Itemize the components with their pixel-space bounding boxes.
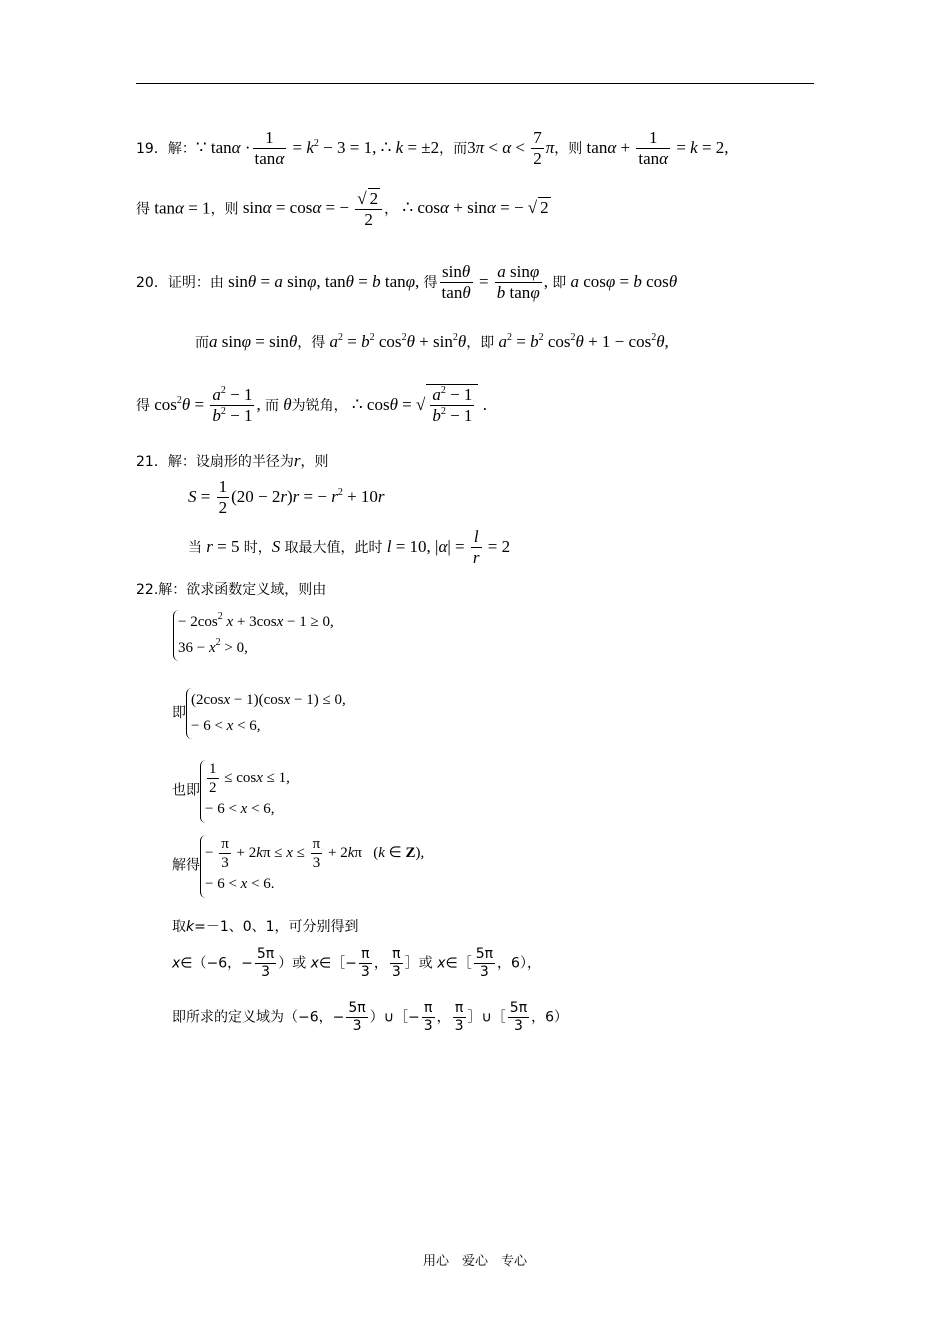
take-rest: =－1、0、1，可分别得到 — [194, 919, 359, 935]
problem-19-text-de: 得 — [136, 201, 150, 218]
problem-21-formula: S = $\frac{1}{2}$ (20 − 2r)r = − $r^2 + 10r$ — [188, 477, 385, 518]
or-2: 或 — [418, 955, 433, 972]
problem-20-line-3: 得 $\cos^2\theta$ = $\frac{a^2 - 1}{b^2 - 1}$ , 而 θ为锐角， ∴ cosθ = √ $\frac{a^2 - 1}{b^2 - 1}$ . — [136, 385, 487, 426]
system-4: 解得 − $\frac{\pi}{3}$ + 2kπ ≤ x ≤ $\frac{\pi}{3}$ + 2kπ (k ∈ Z), − 6 < x < 6. — [172, 835, 424, 898]
problem-21-dang: 当 — [188, 539, 202, 556]
system-4-jiede: 解得 — [172, 857, 200, 874]
problem-21-qu: 取最大值，此时 — [284, 539, 383, 556]
problem-21-label: 21．解：设扇形的半径为 — [136, 454, 294, 470]
problem-20-label: 20．证明：由 — [136, 274, 224, 291]
take-lead: 取 — [172, 919, 186, 935]
problem-22-intervals: x∈（−6，− $\frac{5\pi}{3}$ ）或 x∈［− $\frac{\pi}{3}$ ， $\frac{\pi}{3}$ ］或 x∈［ $\frac{5\pi}{3}$ ，6）， — [172, 946, 541, 980]
problem-20-acute: 为锐角， — [291, 397, 348, 414]
problem-21-ze: ，则 — [300, 454, 329, 470]
problem-19-line-2: 得 tanα = 1，则 sinα = cosα = − $\frac{√ 2}{2}$ ， ∴ cosα + sinα = − √ 2 — [136, 189, 549, 230]
problem-20-ji: 即 — [552, 274, 567, 291]
problem-21-shi: 时， — [243, 539, 272, 556]
problem-20-line-2: 而a sinφ = sinθ，得 $a^2 = b^2$ $\cos^2\theta + \sin^2\theta$，即 $a^2 = b^2$ $\cos^2\theta + 1 - \cos^2\theta$, — [195, 332, 669, 351]
system-3-yeji: 也即 — [172, 782, 200, 799]
header-rule — [136, 83, 814, 84]
system-1: − $2\cos^2$ x + 3cosx − 1 ≥ 0, $36 - x^2 > 0$, — [173, 610, 334, 661]
problem-20-de3: 得 — [136, 397, 150, 414]
problem-19-text-ze: ，则 — [554, 140, 583, 157]
problem-19-sep: ， — [384, 201, 399, 218]
problem-20-er2: 而 — [264, 397, 279, 414]
problem-19-line-1: 19．解：∵ tanα · $\frac{1}{\tan\alpha}$ = $k^2 - 3 = 1$, ∴ k = ±2，而3π < α < $\frac{7}{2}$ π，则 tanα + $\frac{1}{\tan\alpha}$ = k = 2, — [136, 128, 729, 169]
problem-21-line-3: 当 r = 5 时，S 取最大值，此时 l = 10, |α| = $\frac{l}{r}$ = 2 — [188, 527, 511, 568]
problem-22-label: 22.解：欲求函数定义域，则由 — [136, 582, 327, 598]
problem-19-label: 19．解： — [136, 140, 196, 157]
problem-22-final: 即所求的定义域为（−6，− $\frac{5\pi}{3}$ ）∪［− $\frac{\pi}{3}$ ， $\frac{\pi}{3}$ ］∪［ $\frac{5\pi}{3}$ ，6） — [172, 1000, 569, 1034]
problem-20-er: 而 — [195, 335, 209, 351]
system-2-ji: 即 — [172, 704, 186, 721]
or-1: 或 — [292, 955, 307, 972]
problem-21-line-1: 21．解：设扇形的半径为r，则 — [136, 451, 329, 470]
problem-20-line-1: 20．证明：由 sinθ = a sinφ, tanθ = b tanφ, 得 $\frac{\sin\theta}{\tan\theta}$ = $\frac{\text{a sinφ}}{\text{b tanφ}}$ , 即 a cosφ = b cosθ — [136, 262, 678, 303]
problem-20-de2: ，得 — [297, 335, 326, 351]
final-lead: 即所求的定义域为 — [172, 1009, 284, 1026]
problem-20-de: 得 — [423, 274, 438, 291]
problem-19-text-ze2: ，则 — [210, 201, 239, 218]
system-2: 即 (2cosx − 1)(cosx − 1) ≤ 0, − 6 < x < 6, — [172, 688, 346, 739]
problem-20-ji2: ，即 — [466, 335, 495, 351]
problem-19-text-er: ，而 — [439, 140, 468, 157]
system-3: 也即 $\frac{1}{2}$ ≤ cosx ≤ 1, − 6 < x < 6, — [172, 760, 290, 823]
page-footer: 用心 爱心 专心 — [422, 1254, 527, 1269]
problem-22-take: 取k=－1、0、1，可分别得到 — [172, 919, 359, 935]
